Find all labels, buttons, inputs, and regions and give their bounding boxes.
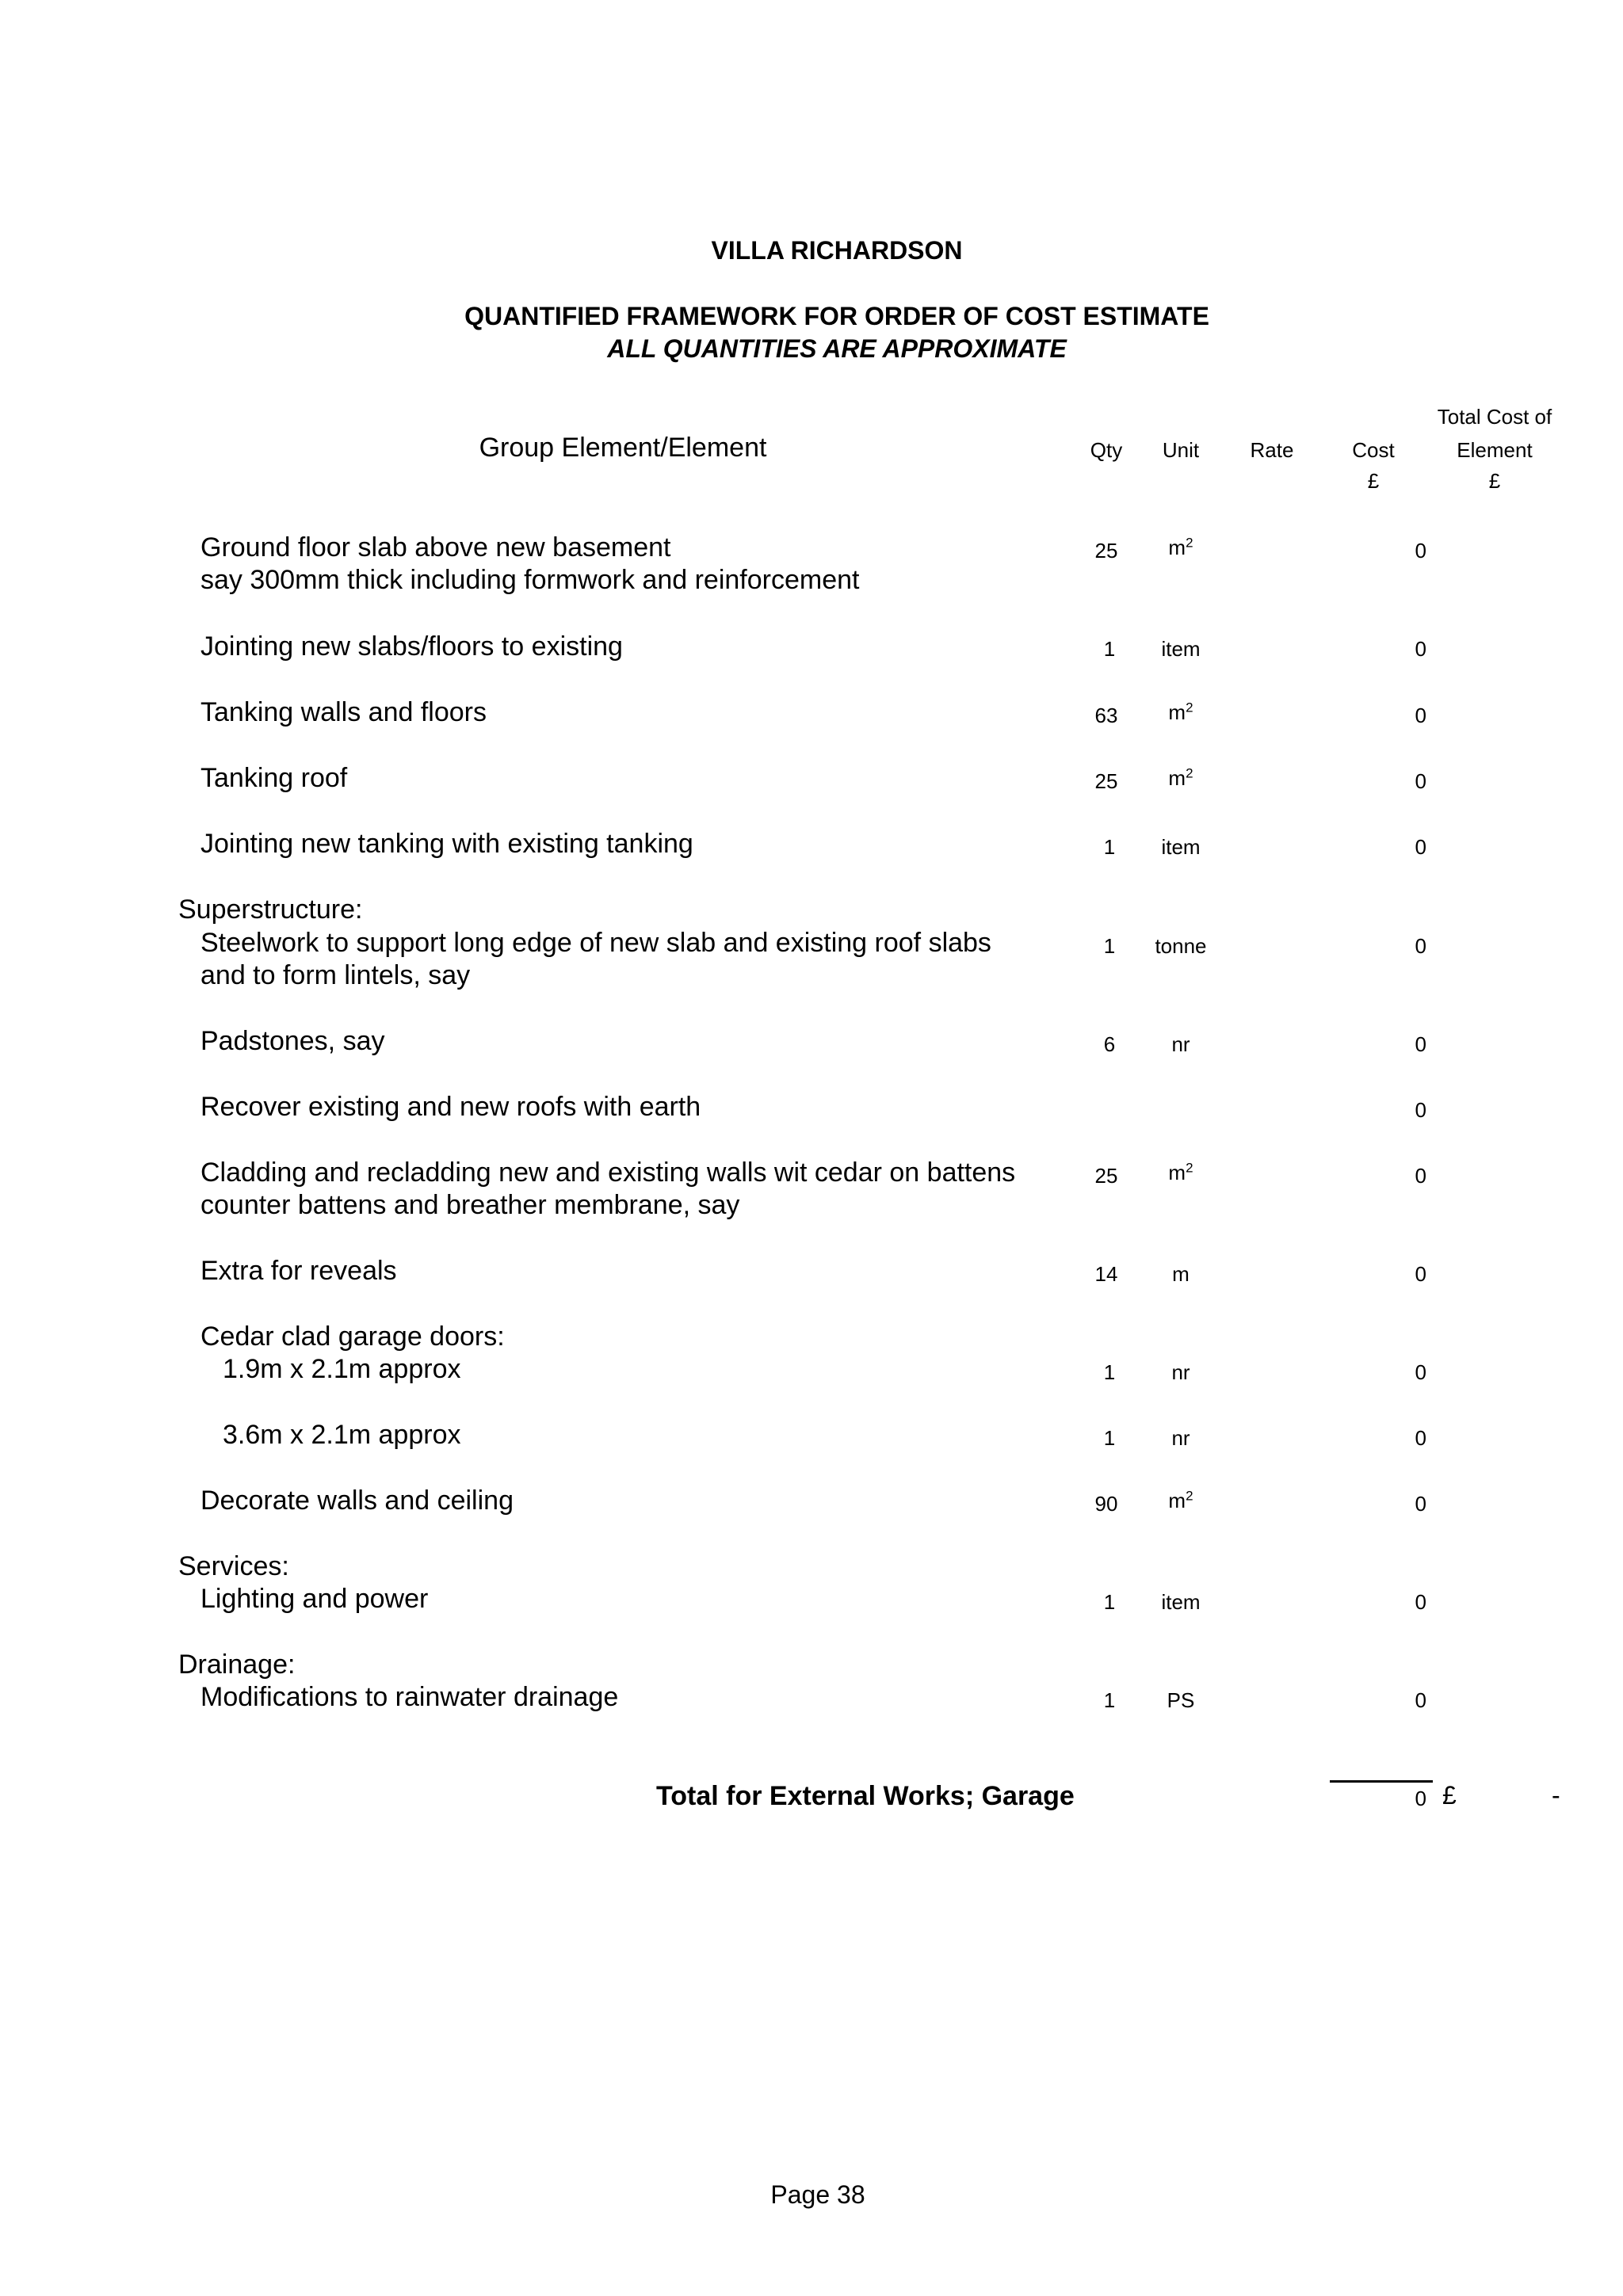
row-qty: 1 — [1103, 934, 1116, 958]
row-unit: $m^2$ — [1168, 1488, 1193, 1512]
row-description: Cladding and recladding new and existing walls wit cedar on battens — [200, 1158, 1016, 1188]
column-header-element: Group Element/Element — [479, 433, 767, 463]
row-cost: 0 — [1415, 934, 1426, 958]
column-header-rate: Rate — [1250, 438, 1294, 462]
sub-group-heading: Cedar clad garage doors: — [200, 1322, 505, 1352]
row-unit: m — [1172, 1262, 1190, 1286]
row-unit: nr — [1171, 1032, 1190, 1056]
row-cost: 0 — [1415, 769, 1426, 793]
total-element-value: - — [1552, 1781, 1560, 1810]
row-unit: $m^2$ — [1168, 700, 1193, 724]
row-description: Decorate walls and ceiling — [200, 1486, 514, 1516]
row-unit: item — [1161, 637, 1201, 661]
row-qty: 1 — [1103, 1688, 1116, 1712]
row-unit: nr — [1171, 1360, 1190, 1384]
row-description: Ground floor slab above new basement — [200, 532, 671, 563]
row-cost: 0 — [1415, 1360, 1426, 1384]
column-header-unit: Unit — [1162, 438, 1200, 462]
row-cost: 0 — [1415, 1492, 1426, 1516]
row-qty: 1 — [1103, 637, 1116, 661]
row-cost: 0 — [1415, 1426, 1426, 1450]
row-description: Padstones, say — [200, 1026, 385, 1056]
row-cost: 0 — [1415, 1098, 1426, 1122]
row-cost: 0 — [1415, 1164, 1426, 1188]
row-cost: 0 — [1415, 704, 1426, 727]
row-cost: 0 — [1415, 1032, 1426, 1056]
row-description: Extra for reveals — [200, 1256, 397, 1286]
total-label: Total for External Works; Garage — [656, 1781, 1075, 1811]
row-qty: 1 — [1103, 1426, 1116, 1450]
row-cost: 0 — [1415, 1262, 1426, 1286]
row-cost: 0 — [1415, 539, 1426, 563]
row-unit: nr — [1171, 1426, 1190, 1450]
row-qty: 25 — [1094, 1164, 1118, 1188]
row-cost: 0 — [1415, 1590, 1426, 1614]
total-currency: £ — [1442, 1781, 1457, 1810]
project-title: VILLA RICHARDSON — [711, 236, 963, 265]
total-cost: 0 — [1415, 1787, 1426, 1810]
row-description: Tanking walls and floors — [200, 697, 487, 727]
row-qty: 14 — [1094, 1262, 1118, 1286]
row-unit: $m^2$ — [1168, 765, 1193, 790]
document-title: QUANTIFIED FRAMEWORK FOR ORDER OF COST ESTIMATE — [464, 302, 1209, 330]
column-header-cost: Cost — [1352, 438, 1395, 462]
row-description: Modifications to rainwater drainage — [200, 1682, 619, 1712]
total-rule — [1330, 1780, 1433, 1783]
row-cost: 0 — [1415, 637, 1426, 661]
row-cost: 0 — [1415, 835, 1426, 859]
row-qty: 6 — [1103, 1032, 1116, 1056]
row-unit: PS — [1167, 1688, 1195, 1712]
column-header-total-currency: £ — [1488, 469, 1501, 493]
row-description: Jointing new slabs/floors to existing — [200, 631, 623, 662]
row-qty: 63 — [1094, 704, 1118, 727]
row-qty: 1 — [1103, 1360, 1116, 1384]
row-description-cont: and to form lintels, say — [200, 960, 471, 990]
row-description-cont: say 300mm thick including formwork and reinforcement — [200, 565, 860, 595]
column-header-total: Total Cost of — [1437, 405, 1552, 429]
page-number: Page 38 — [770, 2180, 865, 2209]
column-header-total-element: Element — [1457, 438, 1533, 462]
column-header-qty: Qty — [1090, 438, 1123, 462]
row-description: Lighting and power — [200, 1584, 429, 1614]
row-unit: item — [1161, 1590, 1201, 1614]
row-unit: tonne — [1155, 934, 1207, 958]
group-heading: Drainage: — [178, 1650, 296, 1680]
row-description-cont: counter battens and breather membrane, say — [200, 1190, 740, 1220]
row-unit: $m^2$ — [1168, 1160, 1193, 1184]
row-qty: 25 — [1094, 769, 1118, 793]
row-qty: 1 — [1103, 1590, 1116, 1614]
row-description: Tanking roof — [200, 763, 348, 793]
group-heading: Services: — [178, 1551, 289, 1581]
row-description: 1.9m x 2.1m approx — [223, 1354, 461, 1384]
row-cost: 0 — [1415, 1688, 1426, 1712]
document-subtitle: ALL QUANTITIES ARE APPROXIMATE — [607, 334, 1067, 363]
row-unit: item — [1161, 835, 1201, 859]
column-header-cost-currency: £ — [1367, 469, 1380, 493]
group-heading: Superstructure: — [178, 894, 363, 925]
row-description: Recover existing and new roofs with earth — [200, 1092, 701, 1122]
row-qty: 90 — [1094, 1492, 1118, 1516]
row-qty: 1 — [1103, 835, 1116, 859]
row-description: Jointing new tanking with existing tanking — [200, 829, 693, 859]
row-qty: 25 — [1094, 539, 1118, 563]
row-unit: $m^2$ — [1168, 535, 1193, 559]
row-description: 3.6m x 2.1m approx — [223, 1420, 461, 1450]
row-description: Steelwork to support long edge of new slab and existing roof slabs — [200, 928, 991, 958]
